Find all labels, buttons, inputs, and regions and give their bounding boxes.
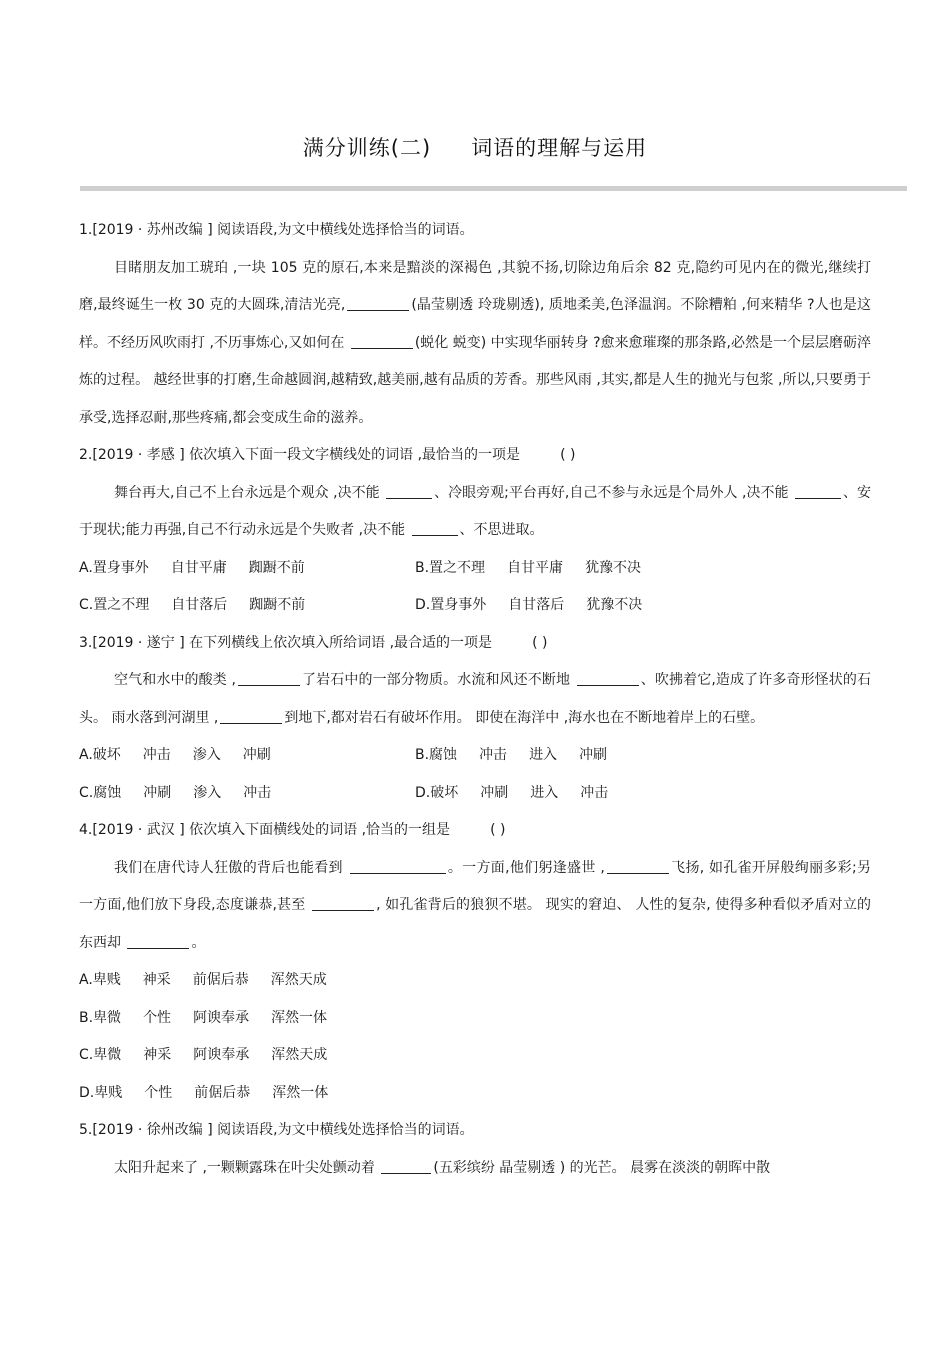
answer-paren[interactable]: ( ) xyxy=(532,634,548,651)
question-5-head: 5.[2019 · 徐州改编 ] 阅读语段,为文中横线处选择恰当的词语。 xyxy=(79,1122,474,1138)
option-d[interactable]: D.破坏 冲刷 进入 冲击 xyxy=(415,784,609,801)
question-3-options-row2 xyxy=(79,775,871,813)
blank[interactable] xyxy=(381,1159,431,1174)
title-divider xyxy=(80,186,907,191)
question-3-passage: 空气和水中的酸类 , 了岩石中的一部分物质。水流和风还不断地 、吹拂着它,造成了许多奇形怪状的石头。 雨水落到河湖里 , 到地下,都对岩石有破坏作用。 即使在海洋中 ,海水也在不断地着岸上的石壁。 xyxy=(79,672,872,726)
blank[interactable] xyxy=(127,934,189,949)
question-2-options-row1 xyxy=(79,550,871,588)
blank[interactable] xyxy=(795,484,841,499)
question-1-head: 1.[2019 · 苏州改编 ] 阅读语段,为文中横线处选择恰当的词语。 xyxy=(79,222,474,238)
option-a[interactable]: A.破坏 冲击 渗入 冲刷 xyxy=(79,747,271,763)
option-a[interactable]: A.卑贱 神采 前倨后恭 浑然天成 xyxy=(79,972,327,988)
question-2-options-row2 xyxy=(79,587,871,625)
question-3-options-row1 xyxy=(79,737,871,775)
option-c[interactable]: C.置之不理 自甘落后 踟蹰不前 xyxy=(79,597,306,613)
blank[interactable] xyxy=(351,334,413,349)
blank[interactable] xyxy=(238,671,300,686)
page-title xyxy=(0,132,950,162)
blank[interactable] xyxy=(347,296,409,311)
option-c[interactable]: C.卑微 神采 阿谀奉承 浑然天成 xyxy=(79,1047,328,1063)
question-4-passage: 我们在唐代诗人狂傲的背后也能看到 。一方面,他们躬逢盛世 , 飞扬, 如孔雀开屏般绚丽多彩;另一方面,他们放下身段,态度谦恭,甚至 , 如孔雀背后的狼狈不堪。 现实的窘迫、 人性的复杂, 使得多种看似矛盾对立的东西却 。 xyxy=(79,859,871,951)
question-2-passage: 舞台再大,自己不上台永远是个观众 ,决不能 、冷眼旁观;平台再好,自己不参与永远是个局外人 ,决不能 、安于现状;能力再强,自己不行动永远是个失败者 ,决不能 、不思进取。 xyxy=(79,484,871,538)
blank[interactable] xyxy=(412,521,458,536)
blank[interactable] xyxy=(350,859,446,874)
option-c[interactable]: C.腐蚀 冲刷 渗入 冲击 xyxy=(79,784,272,801)
title-main: 满分训练(二) xyxy=(302,136,432,160)
exercise-content xyxy=(79,212,871,1187)
answer-paren[interactable]: ( ) xyxy=(560,447,576,463)
option-a[interactable]: A.置身事外 自甘平庸 踟蹰不前 xyxy=(79,559,305,576)
option-d[interactable]: D.置身事外 自甘落后 犹豫不决 xyxy=(415,597,643,613)
blank[interactable] xyxy=(607,859,669,874)
question-4-head: 4.[2019 · 武汉 ] 依次填入下面横线处的词语 ,恰当的一组是 ( ) xyxy=(79,812,871,850)
blank[interactable] xyxy=(312,896,374,911)
question-5-passage: 太阳升起来了 ,一颗颗露珠在叶尖处颤动着 (五彩缤纷 晶莹剔透 ) 的光芒。 晨雾在淡淡的朝晖中散 xyxy=(114,1159,771,1176)
option-b[interactable]: B.卑微 个性 阿谀奉承 浑然一体 xyxy=(79,1009,328,1026)
blank[interactable] xyxy=(386,484,432,499)
question-1-passage: 目睹朋友加工琥珀 ,一块 105 克的原石,本来是黯淡的深褐色 ,其貌不扬,切除边角后余 82 克,隐约可见内在的微光,继续打磨,最终诞生一枚 30 克的大圆珠,清洁光亮, (晶莹剔透 玲珑剔透), 质地柔美,色泽温润。不除糟粕 ,何来精华 ?人也是这样。不经历风吹雨打 ,不历事炼心,又如何在 (蜕化 蜕变) 中实现华丽转身 ?愈来愈璀璨的那条路,必然是一个层层磨砺淬炼的过程。 越经世事的打磨,生命越圆润,越精致,越美丽,越有品质的芳香。那些风雨 ,其实,都是人生的抛光与包浆 ,所以,只要勇于承受,选择忍耐,那些疼痛,都会变成生命的滋养。 xyxy=(79,259,871,426)
option-d[interactable]: D.卑贱 个性 前倨后恭 浑然一体 xyxy=(79,1084,329,1101)
option-b[interactable]: B.腐蚀 冲击 进入 冲刷 xyxy=(415,747,608,763)
question-2-head: 2.[2019 · 孝感 ] 依次填入下面一段文字横线处的词语 ,最恰当的一项是 ( ) xyxy=(79,437,871,475)
title-sub: 词语的理解与运用 xyxy=(471,136,648,160)
blank[interactable] xyxy=(577,671,639,686)
answer-paren[interactable]: ( ) xyxy=(490,822,506,838)
option-b[interactable]: B.置之不理 自甘平庸 犹豫不决 xyxy=(415,559,642,576)
blank[interactable] xyxy=(220,709,282,724)
question-3-head: 3.[2019 · 遂宁 ] 在下列横线上依次填入所给词语 ,最合适的一项是 ( ) xyxy=(79,625,871,663)
